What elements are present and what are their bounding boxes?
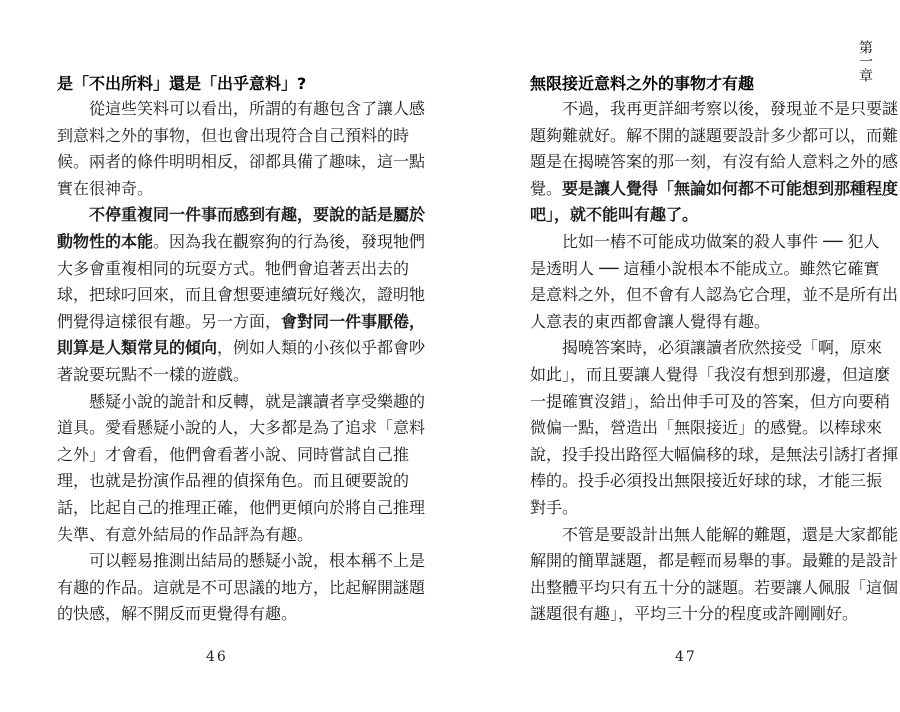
text-line — [530, 497, 578, 519]
text-span: 揭曉答案時，必須讓讀者欣然接受「啊，原來 — [530, 338, 883, 358]
text-line — [57, 497, 425, 519]
emphasis-text: 會對同一件事厭倦， — [281, 311, 426, 331]
text-line — [57, 337, 425, 359]
text-line — [57, 550, 425, 572]
text-line — [530, 98, 898, 120]
emphasis-text: 不停重複同一件事而感到有趣，要說的話是屬於 — [89, 205, 426, 225]
text-line — [530, 178, 898, 200]
text-line — [530, 311, 770, 333]
section-heading-left: 是「不出所料」還是「出乎意料」? — [57, 74, 307, 93]
text-line — [57, 125, 409, 147]
text-span: 失準、有意外結局的作品評為有趣。 — [57, 524, 314, 544]
page-number-right: 47 — [675, 649, 697, 665]
text-line — [530, 284, 898, 306]
text-line — [57, 204, 425, 226]
text-span: 如此」，而且要讓人覺得「我沒有想到那邊，但這麼 — [530, 365, 891, 384]
emphasis-text: 吧」，就不能叫有趣了。 — [530, 205, 699, 225]
text-span: 之外」才會看，他們會看著小說、同時嘗試自己推 — [57, 444, 410, 464]
text-line — [57, 577, 425, 599]
text-span: 出整體平均只有五十分的謎題。若要讓人佩服「這個 — [530, 577, 899, 597]
text-span: 道具。愛看懸疑小說的人，大多都是為了追求「意料 — [57, 418, 426, 438]
text-line — [57, 284, 425, 306]
page-number-left: 46 — [206, 649, 228, 665]
text-span: 著說要玩點不一樣的遊戲。 — [57, 365, 250, 384]
text-span: 一提確實沒錯」，給出伸手可及的答案，但方向要稍 — [530, 391, 891, 411]
text-line — [57, 311, 425, 333]
text-span: 球，把球叼回來，而且會想要連續玩好幾次，證明牠 — [57, 285, 426, 305]
text-span: 不管是要設計出無人能解的難題，還是大家都能 — [530, 524, 899, 544]
text-line — [57, 603, 297, 625]
text-span: 覺。 — [530, 178, 563, 198]
text-line — [530, 417, 882, 439]
text-span: 。因為我在觀察狗的行為後，發現牠們 — [153, 232, 426, 251]
text-line — [530, 444, 898, 466]
text-span: 是意料之外，但不會有人認為它合理，並不是所有出 — [530, 285, 899, 305]
text-span: 從這些笑料可以看出，所謂的有趣包含了讓人感 — [57, 99, 426, 118]
text-line — [57, 98, 425, 120]
text-span: 到意料之外的事物，但也會出現符合自己預料的時 — [57, 125, 410, 145]
text-line — [57, 151, 425, 173]
text-line — [530, 391, 890, 413]
text-span: 對手。 — [530, 498, 579, 517]
text-line — [57, 231, 425, 253]
text-span: 題是在揭曉答案的那一刻，有沒有給人意料之外的感 — [530, 152, 899, 172]
text-span: 比如一樁不可能成功做案的殺人事件 ── 犯人 — [530, 232, 880, 251]
text-line — [530, 577, 898, 599]
emphasis-text: 則算是人類常見的傾向 — [57, 338, 218, 358]
text-line — [57, 258, 409, 280]
text-line — [530, 550, 898, 572]
text-line — [57, 391, 425, 413]
text-span: 棒的。投手必須投出無限接近好球的球，才能三振 — [530, 471, 883, 491]
emphasis-text: 要是讓人覺得「無論如何都不可能想到那種程度 — [562, 178, 899, 198]
text-line — [57, 417, 425, 439]
text-span: 懸疑小說的詭計和反轉，就是讓讀者享受樂趣的 — [57, 391, 426, 411]
text-line — [530, 364, 890, 386]
text-span: 說，投手投出路徑大幅偏移的球，是無法引誘打者揮 — [530, 444, 899, 464]
text-line — [530, 524, 898, 546]
text-line — [530, 603, 858, 625]
section-heading-right: 無限接近意料之外的事物才有趣 — [530, 74, 755, 93]
text-span: 實在很神奇。 — [57, 178, 154, 198]
text-line — [57, 524, 313, 546]
text-span: 解開的簡單謎題，都是輕而易舉的事。最難的是設計 — [530, 551, 899, 571]
text-line — [530, 151, 898, 173]
text-span: 不過，我再更詳細考察以後，發現並不是只要謎 — [530, 99, 899, 118]
text-span: 謎題很有趣」，平均三十分的程度或許剛剛好。 — [530, 604, 859, 624]
text-span: 可以輕易推測出結局的懸疑小說，根本稱不上是 — [57, 551, 426, 571]
text-span: 大多會重複相同的玩耍方式。牠們會追著丟出去的 — [57, 258, 410, 278]
text-line — [530, 125, 898, 147]
text-span: 微偏一點，營造出「無限接近」的感覺。以棒球來 — [530, 418, 883, 438]
text-span: 人意表的東西都會讓人覺得有趣。 — [530, 311, 771, 331]
text-span: 們覺得這樣很有趣。另一方面， — [57, 311, 282, 331]
text-span — [57, 205, 89, 224]
text-span: 候。兩者的條件明明相反，卻都具備了趣味，這一點 — [57, 152, 426, 172]
text-line — [530, 204, 698, 226]
text-line — [57, 178, 153, 200]
text-span: 話，比起自己的推理正確，他們更傾向於將自己推理 — [57, 498, 426, 517]
text-span: ，例如人類的小孩似乎都會吵 — [217, 338, 426, 358]
text-line — [530, 337, 882, 359]
text-line — [530, 258, 879, 280]
emphasis-text: 動物性的本能 — [57, 232, 154, 251]
text-line — [57, 364, 249, 386]
right-page — [450, 0, 900, 712]
text-span: 有趣的作品。這就是不可思議的地方，比起解開謎題 — [57, 577, 426, 597]
text-line — [57, 470, 409, 492]
text-span: 理，也就是扮演作品裡的偵探角色。而且硬要說的 — [57, 471, 410, 491]
text-span: 的快感，解不開反而更覺得有趣。 — [57, 604, 298, 624]
text-line — [530, 231, 879, 253]
text-line — [530, 470, 882, 492]
text-span: 是透明人 ── 這種小說根本不能成立。雖然它確實 — [530, 258, 880, 278]
text-line — [57, 444, 409, 466]
chapter-label: 第一章 — [857, 40, 873, 82]
text-span: 題夠難就好。解不開的謎題要設計多少都可以，而難 — [530, 125, 899, 145]
